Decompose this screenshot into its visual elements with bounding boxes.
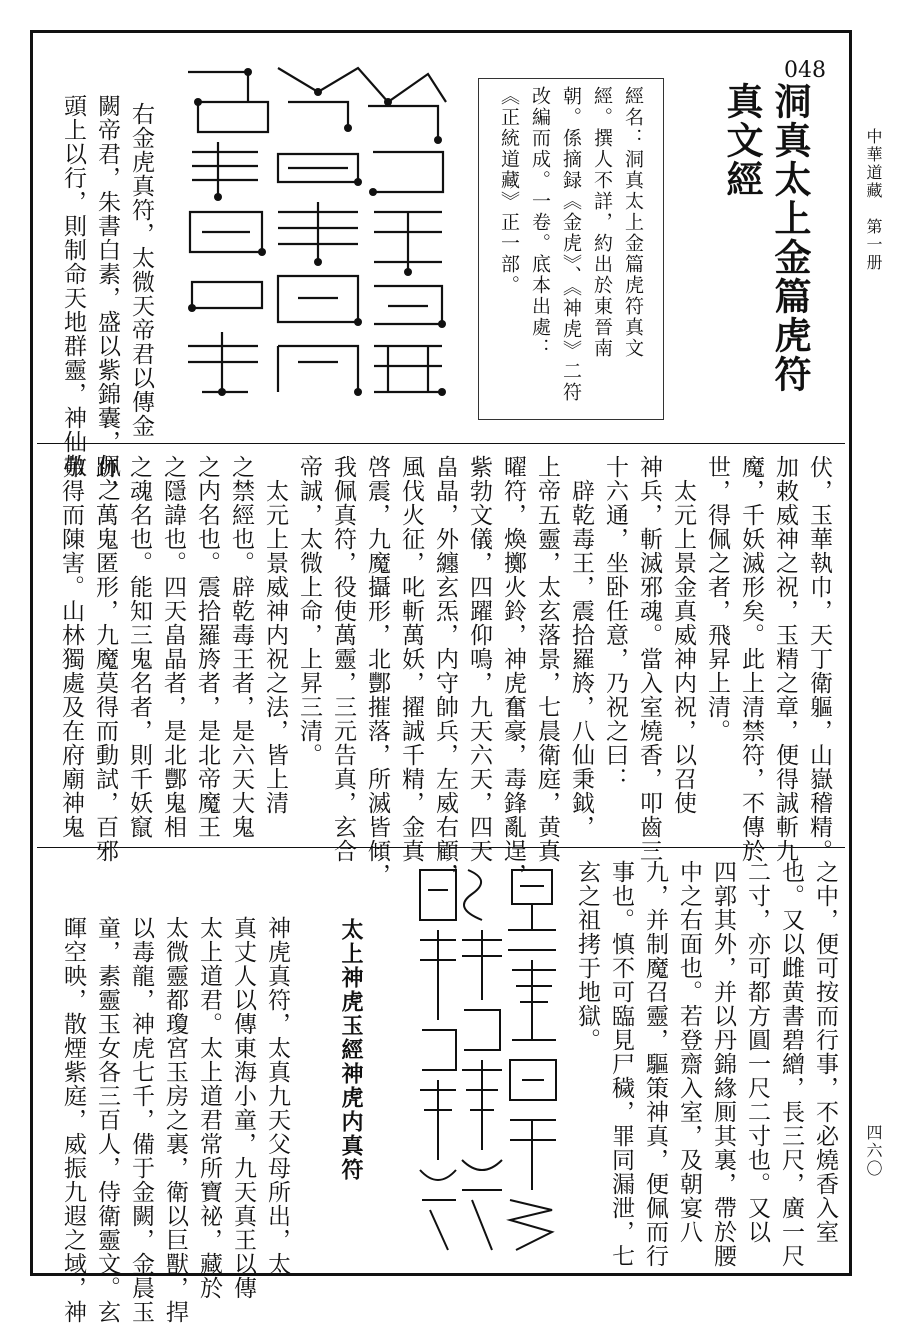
text-line: 加敕威神之祝，玉精之章，便得誠斬九	[772, 455, 798, 863]
text-line: 啓震，九魔攝形，北酆摧落，所滅皆傾，	[364, 455, 390, 887]
text-line: 以毒龍，神虎七千，備于金闕，金晨玉	[128, 916, 154, 1324]
text-line: 中之右面也。若登齋入室，及朝宴八	[676, 860, 702, 1244]
note-line: 朝。係摘録《金虎》、《神虎》二符	[560, 86, 582, 403]
text-line: 太微靈都瓊宮玉房之裏，衛以巨獸，捍	[162, 916, 188, 1324]
text-line: 曜符，煥擲火鈴，神虎奮豪，毒鋒亂逞，	[500, 455, 526, 887]
text-line: 之内名也。震拾羅旍者，是北帝魔王	[194, 455, 220, 839]
text-line: 神虎真符，太真九天父母所出，太	[264, 916, 290, 1276]
talisman-icon	[178, 62, 456, 400]
section-1-text	[56, 94, 158, 502]
text-line: 玄之祖拷于地獄。	[574, 860, 600, 1052]
text-line: 辟乾毒王，震拾羅旍，八仙秉鉞，	[568, 455, 594, 839]
page-title	[718, 82, 814, 394]
text-line: 之中，便可按而行事，不必燒香入室	[812, 860, 838, 1244]
text-line: 事也。慎不可臨見尸穢，罪同漏泄，七	[608, 860, 634, 1268]
text-line: 九，并制魔召靈，驅策神真，便佩而行	[642, 860, 668, 1268]
text-line: 十六通，坐卧任意，乃祝之曰：	[602, 455, 628, 791]
text-line: 弗得而陳害。山林獨處及在府廟神鬼	[58, 455, 84, 839]
text-line: 暉空映，散煙紫庭，威振九遐之域，神	[60, 916, 86, 1324]
talisman-icon	[412, 860, 560, 1258]
section-subtitle: 太上神虎玉經神虎内真符	[338, 918, 364, 1182]
note-line: 改編而成。一卷。底本出處：	[529, 86, 551, 359]
section-2-text	[54, 455, 836, 887]
text-line: 帝誠，太微上命，上昇三清。	[296, 455, 322, 767]
note-line: 《正統道藏》正一部。	[498, 86, 520, 296]
text-line: 神兵，斬滅邪魂。當入室燒香，叩齒三	[636, 455, 662, 863]
text-line: 紫勃文儀，四躍仰鳴，九天六天，四天	[466, 455, 492, 863]
text-line: 二寸，亦可都方圓一尺二寸也。又以	[744, 860, 770, 1244]
text-line: 畠晶，外纏玄炁，内守帥兵，左威右顧，	[432, 455, 458, 887]
page-number: 四六〇	[864, 1124, 883, 1178]
text-line: 頭上以行，則制命天地群靈，神仙敬	[60, 94, 86, 478]
text-line: 之魂名也。能知三鬼名者，則千妖竄	[126, 455, 152, 839]
text-line: 之禁經也。辟乾毒王者，是六天大鬼	[228, 455, 254, 839]
text-line: 四郭其外，并以丹錦緣厠其裏，帶於腰	[710, 860, 736, 1268]
book-title: 中華道藏 第一册	[864, 128, 883, 272]
title-line-2: 真文經	[720, 82, 764, 199]
section-3-text	[570, 860, 842, 1268]
text-line: 世，得佩之者，飛昇上清。	[704, 455, 730, 743]
text-line: 闕帝君，朱書白素，盛以紫錦囊，佩之	[94, 94, 120, 502]
text-line: 太元上景金真威神内祝，以召使	[670, 455, 696, 815]
text-line: 伏，玉華執巾，天丁衛軀，山嶽稽精。	[806, 455, 832, 863]
note-text	[493, 86, 648, 403]
text-line: 太上道君。太上道君常所寶祕，藏於	[196, 916, 222, 1300]
text-line: 童，素靈玉女各三百人，侍衛靈文。玄	[94, 916, 120, 1324]
text-line: 真丈人以傳東海小童，九天真王以傳	[230, 916, 256, 1300]
text-line: 太元上景威神内祝之法，皆上清	[262, 455, 288, 815]
text-number: 048	[784, 58, 826, 83]
divider-1	[37, 443, 845, 444]
text-line: 右金虎真符，太微天帝君以傳金	[128, 102, 154, 438]
text-line: 上帝五靈，太玄落景，七晨衛庭，黄真	[534, 455, 560, 863]
text-line: 也。又以雌黄書碧繒，長三尺，廣一尺	[778, 860, 804, 1268]
text-line: 我佩真符，役使萬靈，三元告真，玄合	[330, 455, 356, 863]
title-line-1: 洞真太上金篇虎符	[768, 82, 812, 394]
note-line: 經。撰人不詳，約出於東晉南	[591, 86, 613, 359]
text-line: 魔，千妖滅形矣。此上清禁符，不傳於	[738, 455, 764, 863]
text-line: 跡，萬鬼匿形，九魔莫得而動試，百邪	[92, 455, 118, 863]
text-line: 之隱諱也。四天畠晶者，是北酆鬼相	[160, 455, 186, 839]
note-line: 經名：洞真太上金篇虎符真文	[622, 86, 644, 359]
section-3-text-2	[56, 916, 294, 1324]
text-line: 風伐火征，叱斬萬妖，擢誠千精，金真	[398, 455, 424, 863]
